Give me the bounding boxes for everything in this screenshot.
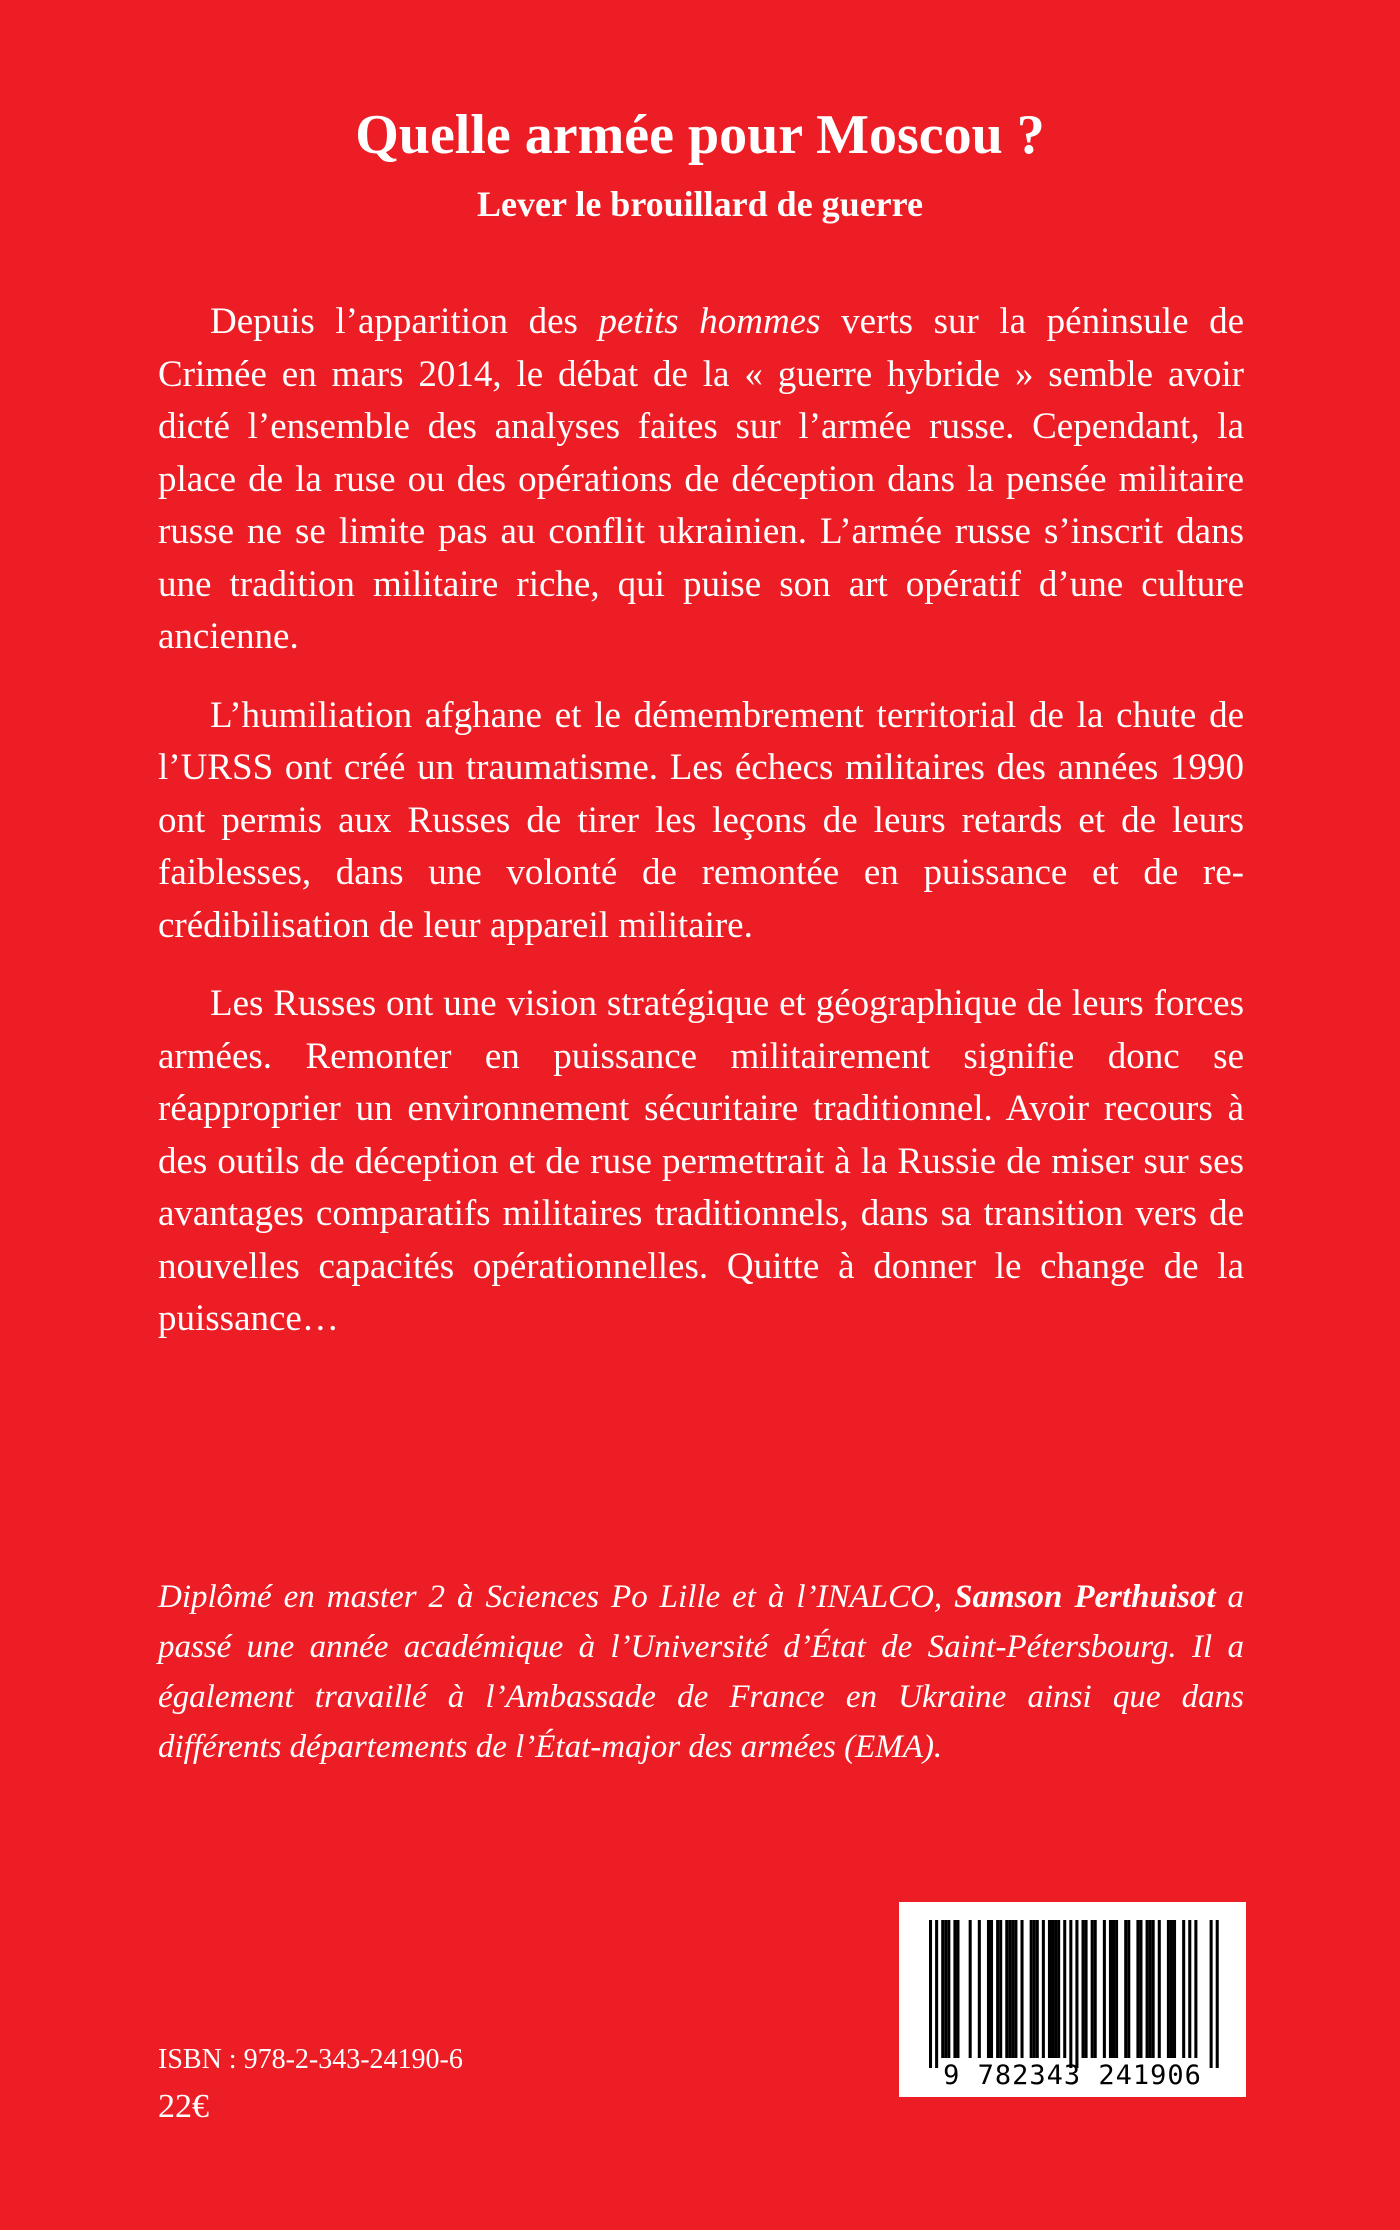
- barcode-bar: [929, 1920, 932, 2068]
- barcode-bar: [1063, 1920, 1066, 2058]
- barcode-bar: [999, 1920, 1002, 2058]
- barcode-bar: [1054, 1920, 1057, 2058]
- barcode-bar: [1051, 1920, 1054, 2058]
- barcode-bar: [944, 1920, 947, 2058]
- blurb-p1-end: verts sur la péninsule de Crimée en mars 2014, le débat de la « guerre hybride » semble avoir dicté l’ensemble des analyses faites sur l’armée russe. Cependant, la place de la ruse ou des opérations de déception dans la pensée militaire russe ne se limite pas au conflit ukrainien. L’armée russe s’inscrit dans une tradition militaire riche, qui puise son art opératif d’une culture ancienne.: [158, 301, 1244, 657]
- barcode-bar: [1109, 1920, 1112, 2058]
- barcode-bar: [1069, 1920, 1072, 2068]
- author-name: Samson Perthuisot: [954, 1579, 1216, 1615]
- barcode-bar: [1082, 1920, 1085, 2058]
- barcode-bar: [969, 1920, 972, 2058]
- barcode-bar: [1112, 1920, 1115, 2058]
- barcode-bar: [1030, 1920, 1033, 2058]
- barcode-bar: [1021, 1920, 1024, 2058]
- barcode-bar: [935, 1920, 938, 2068]
- blurb-p1-start: Depuis l’apparition des: [210, 301, 599, 342]
- author-bio-start: Diplômé en master 2 à Sciences Po Lille et à l’INALCO,: [158, 1579, 955, 1615]
- blurb-paragraph-1: [158, 296, 1244, 664]
- blurb-p1-italic: petits hommes: [598, 301, 821, 342]
- barcode-bar: [1158, 1920, 1161, 2058]
- barcode-bar: [956, 1920, 959, 2058]
- barcode-bar: [1011, 1920, 1014, 2058]
- blurb-paragraph-2: L’humiliation afghane et le démembrement territorial de la chute de l’URSS ont créé un traumatisme. Les échecs militaires des années 1990 ont permis aux Russes de tirer les leçons de leurs retards et de leurs faiblesses, dans une volonté de remontée en puissance et de re-crédibilisation de leur appareil militaire.: [158, 694, 1244, 946]
- author-bio: [158, 1572, 1244, 1772]
- barcode-bar: [1127, 1920, 1130, 2058]
- barcode-bar: [1014, 1920, 1017, 2058]
- book-title: Quelle armée pour Moscou ?: [355, 104, 1045, 166]
- author-bio-end: a passé une année académique à l’Université d’État de Saint-Pétersbourg. Il a également travaillé à l’Ambassade de France en Ukraine ainsi que dans différents départements de l’État-major des armées (EMA).: [158, 1579, 1245, 1765]
- barcode-bar: [1048, 1920, 1051, 2058]
- barcode-bar: [1216, 1920, 1219, 2068]
- blurb-paragraph-3: Les Russes ont une vision stratégique et géographique de leurs forces armées. Remonter en puissance militairement signifie donc se réapproprier un environnement sécuritaire traditionnel. Avoir recours à des outils de déception et de ruse permettrait à la Russie de miser sur ses avantages comparatifs militaires traditionnels, dans sa transition vers de nouvelles capacités opérationnelles. Quitte à donner le change de la puissance…: [158, 983, 1244, 1339]
- barcode-bar: [1146, 1920, 1149, 2058]
- barcode-bar: [1124, 1920, 1127, 2058]
- barcode-bar: [1075, 1920, 1078, 2068]
- barcode-bar: [1036, 1920, 1039, 2058]
- barcode-bar: [1194, 1920, 1197, 2058]
- barcode-bar: [1149, 1920, 1152, 2058]
- barcode-bar: [947, 1920, 950, 2058]
- barcode-bar: [1167, 1920, 1170, 2058]
- barcode-bar: [978, 1920, 981, 2058]
- barcode-bar: [1057, 1920, 1060, 2058]
- price: 22€: [158, 2088, 209, 2125]
- barcode-bar: [1136, 1920, 1139, 2058]
- barcode-bar: [1085, 1920, 1088, 2058]
- blurb: [158, 296, 1244, 1372]
- isbn: ISBN : 978-2-343-24190-6: [158, 2044, 463, 2075]
- barcode-bar: [1170, 1920, 1173, 2058]
- barcode-digits: 9 782343 241906: [943, 2060, 1202, 2091]
- barcode-bar: [1182, 1920, 1185, 2058]
- barcode-bar: [1139, 1920, 1142, 2058]
- barcode-bar: [987, 1920, 990, 2058]
- barcode-bar: [1042, 1920, 1045, 2058]
- barcode-bar: [1210, 1920, 1213, 2068]
- barcode-bar: [1188, 1920, 1191, 2058]
- barcode-bar: [1173, 1920, 1176, 2058]
- barcode-bar: [1033, 1920, 1036, 2058]
- barcode-bar: [1008, 1920, 1011, 2058]
- barcode-bar: [1091, 1920, 1094, 2058]
- barcode: [899, 1902, 1246, 2097]
- barcode-bar: [1103, 1920, 1106, 2058]
- barcode-bar: [1094, 1920, 1097, 2058]
- book-subtitle: Lever le brouillard de guerre: [477, 184, 923, 224]
- barcode-bar: [1005, 1920, 1008, 2058]
- barcode-bar: [1115, 1920, 1118, 2058]
- barcode-bar: [941, 1920, 944, 2058]
- barcode-bar: [953, 1920, 956, 2058]
- barcode-bar: [1152, 1920, 1155, 2058]
- barcode-bar: [990, 1920, 993, 2058]
- barcode-bar: [996, 1920, 999, 2058]
